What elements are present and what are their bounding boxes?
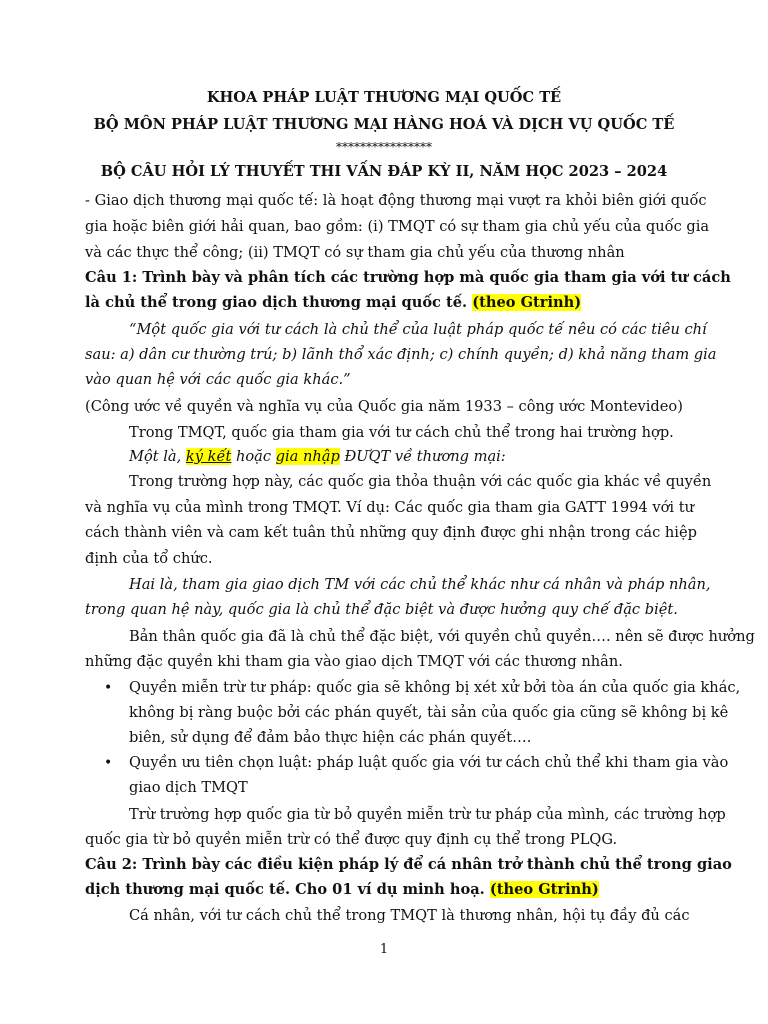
question-2-heading: Câu 2: Trình bày các điều kiện pháp lý để cá nhân trở thành chủ thể trong giao — [85, 856, 732, 873]
paragraph-line: cách thành viên và cam kết tuân thủ những quy định được ghi nhận trong các hiệp — [85, 524, 697, 541]
paragraph-line: những đặc quyền khi tham gia vào giao dịch TMQT với các thương nhân. — [85, 653, 623, 670]
highlight-gia-nhap: gia nhập — [275, 448, 340, 465]
paragraph: Trong TMQT, quốc gia tham gia với tư cách chủ thể trong hai trường hợp. — [129, 424, 674, 441]
intro-line: gia hoặc biên giới hải quan, bao gồm: (i) TMQT có sự tham gia chủ yếu của quốc gia — [85, 218, 710, 235]
bullet-line: biên, sử dụng để đảm bảo thực hiện các phán quyết…. — [129, 729, 532, 746]
page-number: 1 — [379, 942, 389, 957]
bullet-line: không bị ràng buộc bởi các phán quyết, tài sản của quốc gia cũng sẽ không bị kê — [129, 704, 729, 721]
bullet-line: giao dịch TMQT — [129, 779, 248, 796]
paragraph-line: định của tổ chức. — [85, 550, 213, 567]
document-title: BỘ CÂU HỎI LÝ THUYẾT THI VẤN ĐÁP KỲ II, NĂM HỌC 2023 – 2024 — [100, 163, 668, 180]
paragraph-line: và nghĩa vụ của mình trong TMQT. Ví dụ: Các quốc gia tham gia GATT 1994 với tư — [85, 499, 694, 516]
department-heading: BỘ MÔN PHÁP LUẬT THƯƠNG MẠI HÀNG HOÁ VÀ DỊCH VỤ QUỐC TẾ — [93, 116, 675, 133]
stars-divider: **************** — [336, 140, 432, 154]
bullet-line: Quyền ưu tiên chọn luật: pháp luật quốc gia với tư cách chủ thể khi tham gia vào — [129, 754, 729, 771]
source-tag-highlight: (theo Gtrinh) — [472, 294, 582, 311]
case-2-heading-cont: trong quan hệ này, quốc gia là chủ thể đặc biệt và được hưởng quy chế đặc biệt. — [85, 601, 678, 618]
bullet-icon: • — [104, 680, 113, 696]
question-2-heading-cont: dịch thương mại quốc tế. Cho 01 ví dụ minh hoạ. (theo Gtrinh) — [85, 881, 599, 898]
quote-line: “Một quốc gia với tư cách là chủ thể của luật pháp quốc tế nêu có các tiêu chí — [129, 321, 707, 338]
bullet-line: Quyền miễn trừ tư pháp: quốc gia sẽ không bị xét xử bởi tòa án của quốc gia khác, — [129, 679, 741, 696]
intro-line: - Giao dịch thương mại quốc tế: là hoạt động thương mại vượt ra khỏi biên giới quốc — [85, 192, 707, 209]
faculty-heading: KHOA PHÁP LUẬT THƯƠNG MẠI QUỐC TẾ — [206, 89, 562, 106]
source-tag-highlight: (theo Gtrinh) — [489, 881, 599, 898]
question-1-heading-cont: là chủ thể trong giao dịch thương mại quốc tế. (theo Gtrinh) — [85, 294, 582, 311]
bullet-icon: • — [104, 755, 113, 771]
paragraph-line: Trừ trường hợp quốc gia từ bỏ quyền miễn trừ tư pháp của mình, các trường hợp — [129, 806, 726, 823]
paragraph-line: Cá nhân, với tư cách chủ thể trong TMQT là thương nhân, hội tụ đầy đủ các — [129, 907, 690, 924]
quote-line: vào quan hệ với các quốc gia khác.” — [85, 371, 351, 388]
paragraph-line: quốc gia từ bỏ quyền miễn trừ có thể được quy định cụ thể trong PLQG. — [85, 831, 618, 848]
quote-line: sau: a) dân cư thường trú; b) lãnh thổ xác định; c) chính quyền; d) khả năng tham gia — [85, 346, 717, 363]
question-1-heading: Câu 1: Trình bày và phân tích các trường hợp mà quốc gia tham gia với tư cách — [85, 269, 731, 286]
intro-line: và các thực thể công; (ii) TMQT có sự tham gia chủ yếu của thương nhân — [85, 244, 625, 261]
highlight-ky-ket: ký kết — [185, 448, 232, 465]
case-2-heading: Hai là, tham gia giao dịch TM với các chủ thể khác như cá nhân và pháp nhân, — [129, 576, 711, 593]
case-1-heading: Một là, ký kết hoặc gia nhập ĐƯQT về thương mại: — [129, 448, 506, 465]
convention-citation: (Công ước về quyền và nghĩa vụ của Quốc gia năm 1933 – công ước Montevideo) — [85, 398, 683, 415]
paragraph-line: Trong trường hợp này, các quốc gia thỏa thuận với các quốc gia khác về quyền — [129, 473, 712, 490]
paragraph-line: Bản thân quốc gia đã là chủ thể đặc biệt, với quyền chủ quyền…. nên sẽ được hưởng — [129, 628, 755, 645]
